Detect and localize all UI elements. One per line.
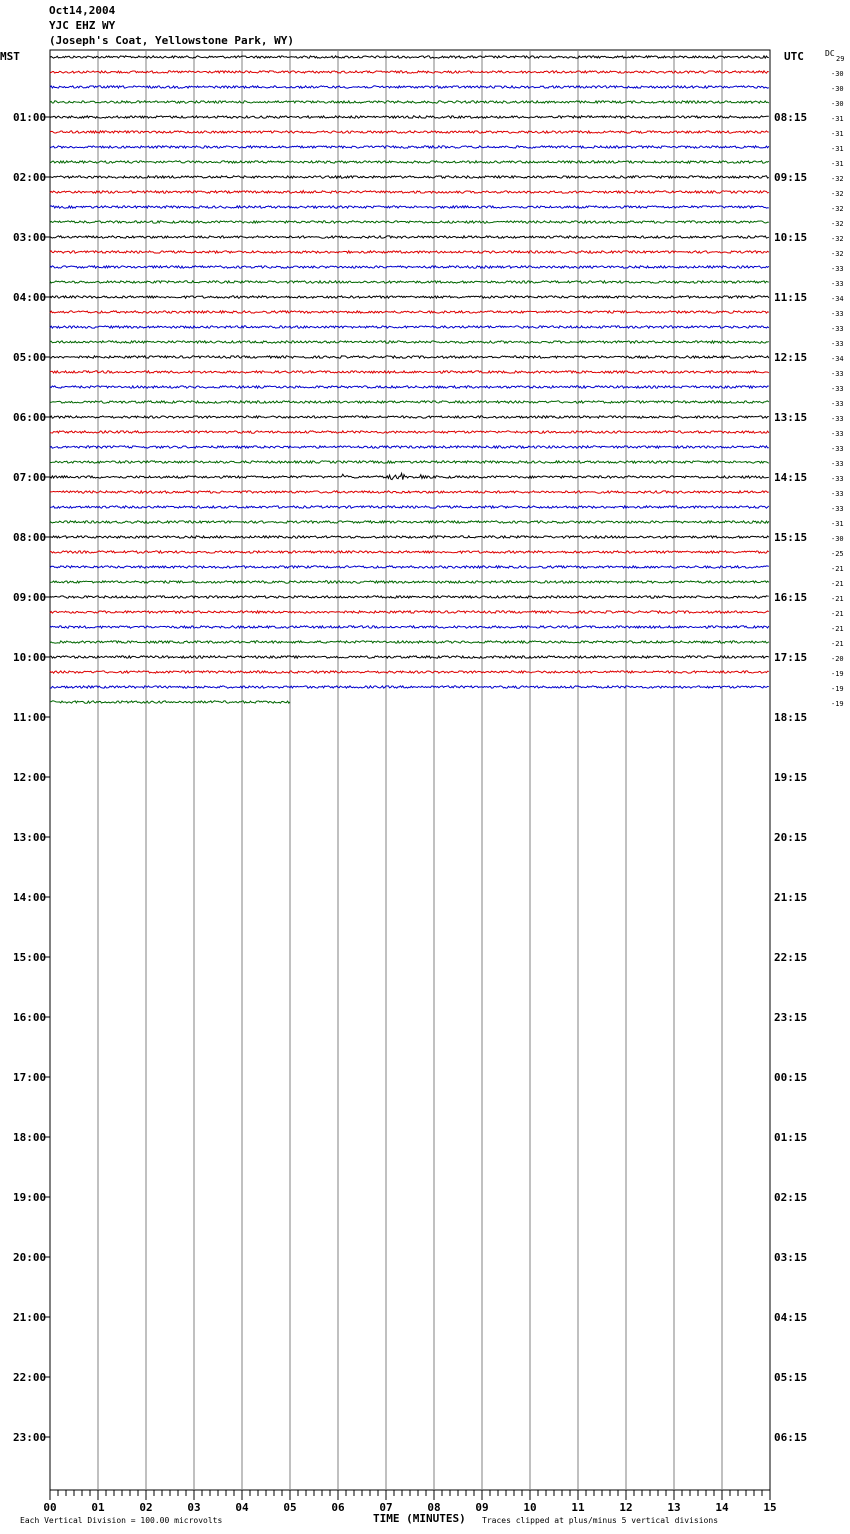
seismic-trace [50, 191, 769, 194]
station-code: YJC EHZ WY [49, 19, 116, 32]
right-hour-label: 20:15 [774, 831, 808, 844]
left-hour-label: 05:00 [13, 351, 47, 364]
seismic-trace [50, 566, 769, 568]
time-tick-label: 07 [379, 1501, 393, 1514]
dc-offset-labels [831, 55, 844, 708]
dc-offset-label: -19 [831, 700, 844, 708]
seismic-trace [50, 626, 769, 628]
time-tick-label: 03 [187, 1501, 201, 1514]
left-hour-label: 19:00 [13, 1191, 47, 1204]
dc-offset-label: -33 [831, 430, 844, 438]
seismic-trace [50, 686, 769, 688]
left-hour-label: 15:00 [13, 951, 47, 964]
seismic-trace [50, 326, 769, 328]
left-hour-label: 03:00 [13, 231, 47, 244]
seismic-trace [50, 71, 769, 73]
right-hour-label: 05:15 [774, 1371, 808, 1384]
time-tick-label: 06 [331, 1501, 345, 1514]
time-tick-label: 02 [139, 1501, 153, 1514]
dc-offset-label: -33 [831, 415, 844, 423]
dc-offset-label: -31 [831, 115, 844, 123]
left-hour-label: 18:00 [13, 1131, 47, 1144]
dc-offset-label: -33 [831, 265, 844, 273]
seismic-trace [50, 656, 769, 658]
seismic-trace [50, 506, 769, 508]
dc-offset-label: -31 [831, 520, 844, 528]
seismic-trace [50, 221, 769, 223]
left-hour-label: 12:00 [13, 771, 47, 784]
dc-offset-label: -33 [831, 460, 844, 468]
seismic-trace [50, 473, 769, 479]
dc-offset-label: -33 [831, 325, 844, 333]
left-hour-label: 23:00 [13, 1431, 47, 1444]
dc-offset-label: -21 [831, 625, 844, 633]
seismic-trace [50, 161, 769, 163]
dc-offset-label: -21 [831, 565, 844, 573]
seismic-trace [50, 296, 769, 298]
left-timezone-label: MST [0, 50, 20, 63]
left-hour-labels [13, 111, 50, 1444]
dc-offset-label: -25 [831, 550, 844, 558]
dc-offset-label: -30 [831, 85, 844, 93]
seismic-trace [50, 386, 769, 388]
dc-offset-label: -30 [831, 535, 844, 543]
right-hour-label: 15:15 [774, 531, 808, 544]
dc-offset-label: -33 [831, 370, 844, 378]
dc-offset-label: -33 [831, 385, 844, 393]
dc-offset-label: -31 [831, 145, 844, 153]
left-hour-label: 14:00 [13, 891, 47, 904]
dc-offset-label: 29 [836, 55, 845, 63]
right-hour-label: 12:15 [774, 351, 808, 364]
seismic-trace [50, 446, 769, 448]
seismic-trace [50, 551, 769, 553]
left-hour-label: 09:00 [13, 591, 47, 604]
left-hour-label: 08:00 [13, 531, 47, 544]
seismic-trace [50, 491, 769, 493]
left-hour-label: 04:00 [13, 291, 47, 304]
seismic-trace [50, 281, 769, 283]
seismic-trace [50, 611, 769, 613]
right-hour-label: 02:15 [774, 1191, 808, 1204]
left-hour-label: 02:00 [13, 171, 47, 184]
left-hour-label: 13:00 [13, 831, 47, 844]
left-hour-label: 11:00 [13, 711, 47, 724]
dc-offset-label: -30 [831, 100, 844, 108]
right-hour-label: 14:15 [774, 471, 808, 484]
right-hour-label: 01:15 [774, 1131, 808, 1144]
left-hour-label: 01:00 [13, 111, 47, 124]
right-hour-label: 19:15 [774, 771, 808, 784]
right-hour-label: 16:15 [774, 591, 808, 604]
time-tick-label: 08 [427, 1501, 441, 1514]
seismic-trace [50, 581, 769, 584]
clip-note: Traces clipped at plus/minus 5 vertical divisions [482, 1516, 719, 1525]
dc-offset-label: -19 [831, 685, 844, 693]
right-hour-label: 13:15 [774, 411, 808, 424]
seismic-trace [50, 671, 769, 673]
seismic-trace [50, 371, 769, 373]
right-hour-label: 22:15 [774, 951, 808, 964]
dc-offset-label: -32 [831, 175, 844, 183]
seismic-trace [50, 101, 769, 103]
left-hour-label: 20:00 [13, 1251, 47, 1264]
dc-offset-label: -32 [831, 220, 844, 228]
seismic-trace [50, 641, 769, 643]
time-tick-label: 00 [43, 1501, 57, 1514]
time-tick-label: 09 [475, 1501, 489, 1514]
seismic-trace [50, 146, 769, 148]
dc-offset-label: -32 [831, 235, 844, 243]
right-hour-label: 00:15 [774, 1071, 808, 1084]
seismic-trace [50, 56, 769, 58]
seismic-trace [50, 431, 769, 433]
time-tick-label: 01 [91, 1501, 105, 1514]
dc-offset-label: -33 [831, 445, 844, 453]
dc-offset-label: -32 [831, 250, 844, 258]
dc-offset-label: -19 [831, 670, 844, 678]
left-hour-label: 22:00 [13, 1371, 47, 1384]
left-hour-label: 21:00 [13, 1311, 47, 1324]
dc-offset-label: -21 [831, 580, 844, 588]
time-tick-label: 12 [619, 1501, 633, 1514]
seismic-trace [50, 206, 769, 208]
dc-offset-label: -33 [831, 340, 844, 348]
dc-offset-label: -33 [831, 475, 844, 483]
left-hour-label: 10:00 [13, 651, 47, 664]
seismic-trace [50, 536, 769, 538]
right-hour-labels [774, 111, 807, 1444]
seismic-trace [50, 341, 769, 343]
time-tick-label: 15 [763, 1501, 777, 1514]
plot-date: Oct14,2004 [49, 4, 116, 17]
dc-offset-label: -33 [831, 400, 844, 408]
dc-offset-label: -32 [831, 205, 844, 213]
left-hour-label: 16:00 [13, 1011, 47, 1024]
dc-offset-label: -34 [831, 295, 844, 303]
time-tick-label: 10 [523, 1501, 537, 1514]
seismic-trace [50, 596, 769, 598]
time-tick-label: 04 [235, 1501, 249, 1514]
dc-offset-label: -34 [831, 355, 844, 363]
seismic-trace [50, 701, 290, 703]
seismic-trace [50, 416, 769, 418]
right-hour-label: 17:15 [774, 651, 808, 664]
right-hour-label: 09:15 [774, 171, 808, 184]
seismic-trace [50, 401, 769, 403]
time-tick-label: 13 [667, 1501, 681, 1514]
seismic-trace [50, 236, 769, 238]
seismic-trace [50, 521, 769, 523]
right-hour-label: 23:15 [774, 1011, 808, 1024]
plot-grid [50, 50, 770, 1490]
seismic-trace [50, 311, 769, 313]
seismic-trace [50, 116, 769, 118]
seismic-trace [50, 86, 769, 88]
right-hour-label: 08:15 [774, 111, 808, 124]
time-axis [43, 1490, 776, 1514]
dc-offset-label: -33 [831, 310, 844, 318]
dc-offset-label: -21 [831, 595, 844, 603]
dc-offset-label: -33 [831, 505, 844, 513]
right-hour-label: 11:15 [774, 291, 808, 304]
right-hour-label: 10:15 [774, 231, 808, 244]
dc-offset-label: -21 [831, 610, 844, 618]
dc-offset-label: -33 [831, 490, 844, 498]
dc-offset-label: -31 [831, 130, 844, 138]
seismic-trace [50, 356, 769, 358]
seismic-trace [50, 131, 769, 133]
seismic-trace [50, 266, 769, 268]
dc-offset-label: -31 [831, 160, 844, 168]
seismic-trace [50, 176, 769, 178]
time-tick-label: 14 [715, 1501, 729, 1514]
plot-frame [50, 50, 770, 1490]
left-hour-label: 07:00 [13, 471, 47, 484]
dc-offset-label: -21 [831, 640, 844, 648]
seismic-traces [50, 56, 769, 703]
right-hour-label: 06:15 [774, 1431, 808, 1444]
scale-note: Each Vertical Division = 100.00 microvolts [20, 1516, 223, 1525]
seismic-trace [50, 251, 769, 253]
dc-offset-label: -32 [831, 190, 844, 198]
dc-offset-label: -30 [831, 70, 844, 78]
time-tick-label: 05 [283, 1501, 297, 1514]
x-axis-title: TIME (MINUTES) [373, 1512, 466, 1525]
right-hour-label: 18:15 [774, 711, 808, 724]
right-hour-label: 03:15 [774, 1251, 808, 1264]
seismic-trace [50, 461, 769, 463]
right-hour-label: 21:15 [774, 891, 808, 904]
time-tick-label: 11 [571, 1501, 585, 1514]
dc-offset-label: -20 [831, 655, 844, 663]
dc-offset-label: -33 [831, 280, 844, 288]
right-hour-label: 04:15 [774, 1311, 808, 1324]
left-hour-label: 17:00 [13, 1071, 47, 1084]
dc-label: DC [825, 49, 835, 58]
right-timezone-label: UTC [784, 50, 804, 63]
station-location: (Joseph's Coat, Yellowstone Park, WY) [49, 34, 295, 47]
left-hour-label: 06:00 [13, 411, 47, 424]
